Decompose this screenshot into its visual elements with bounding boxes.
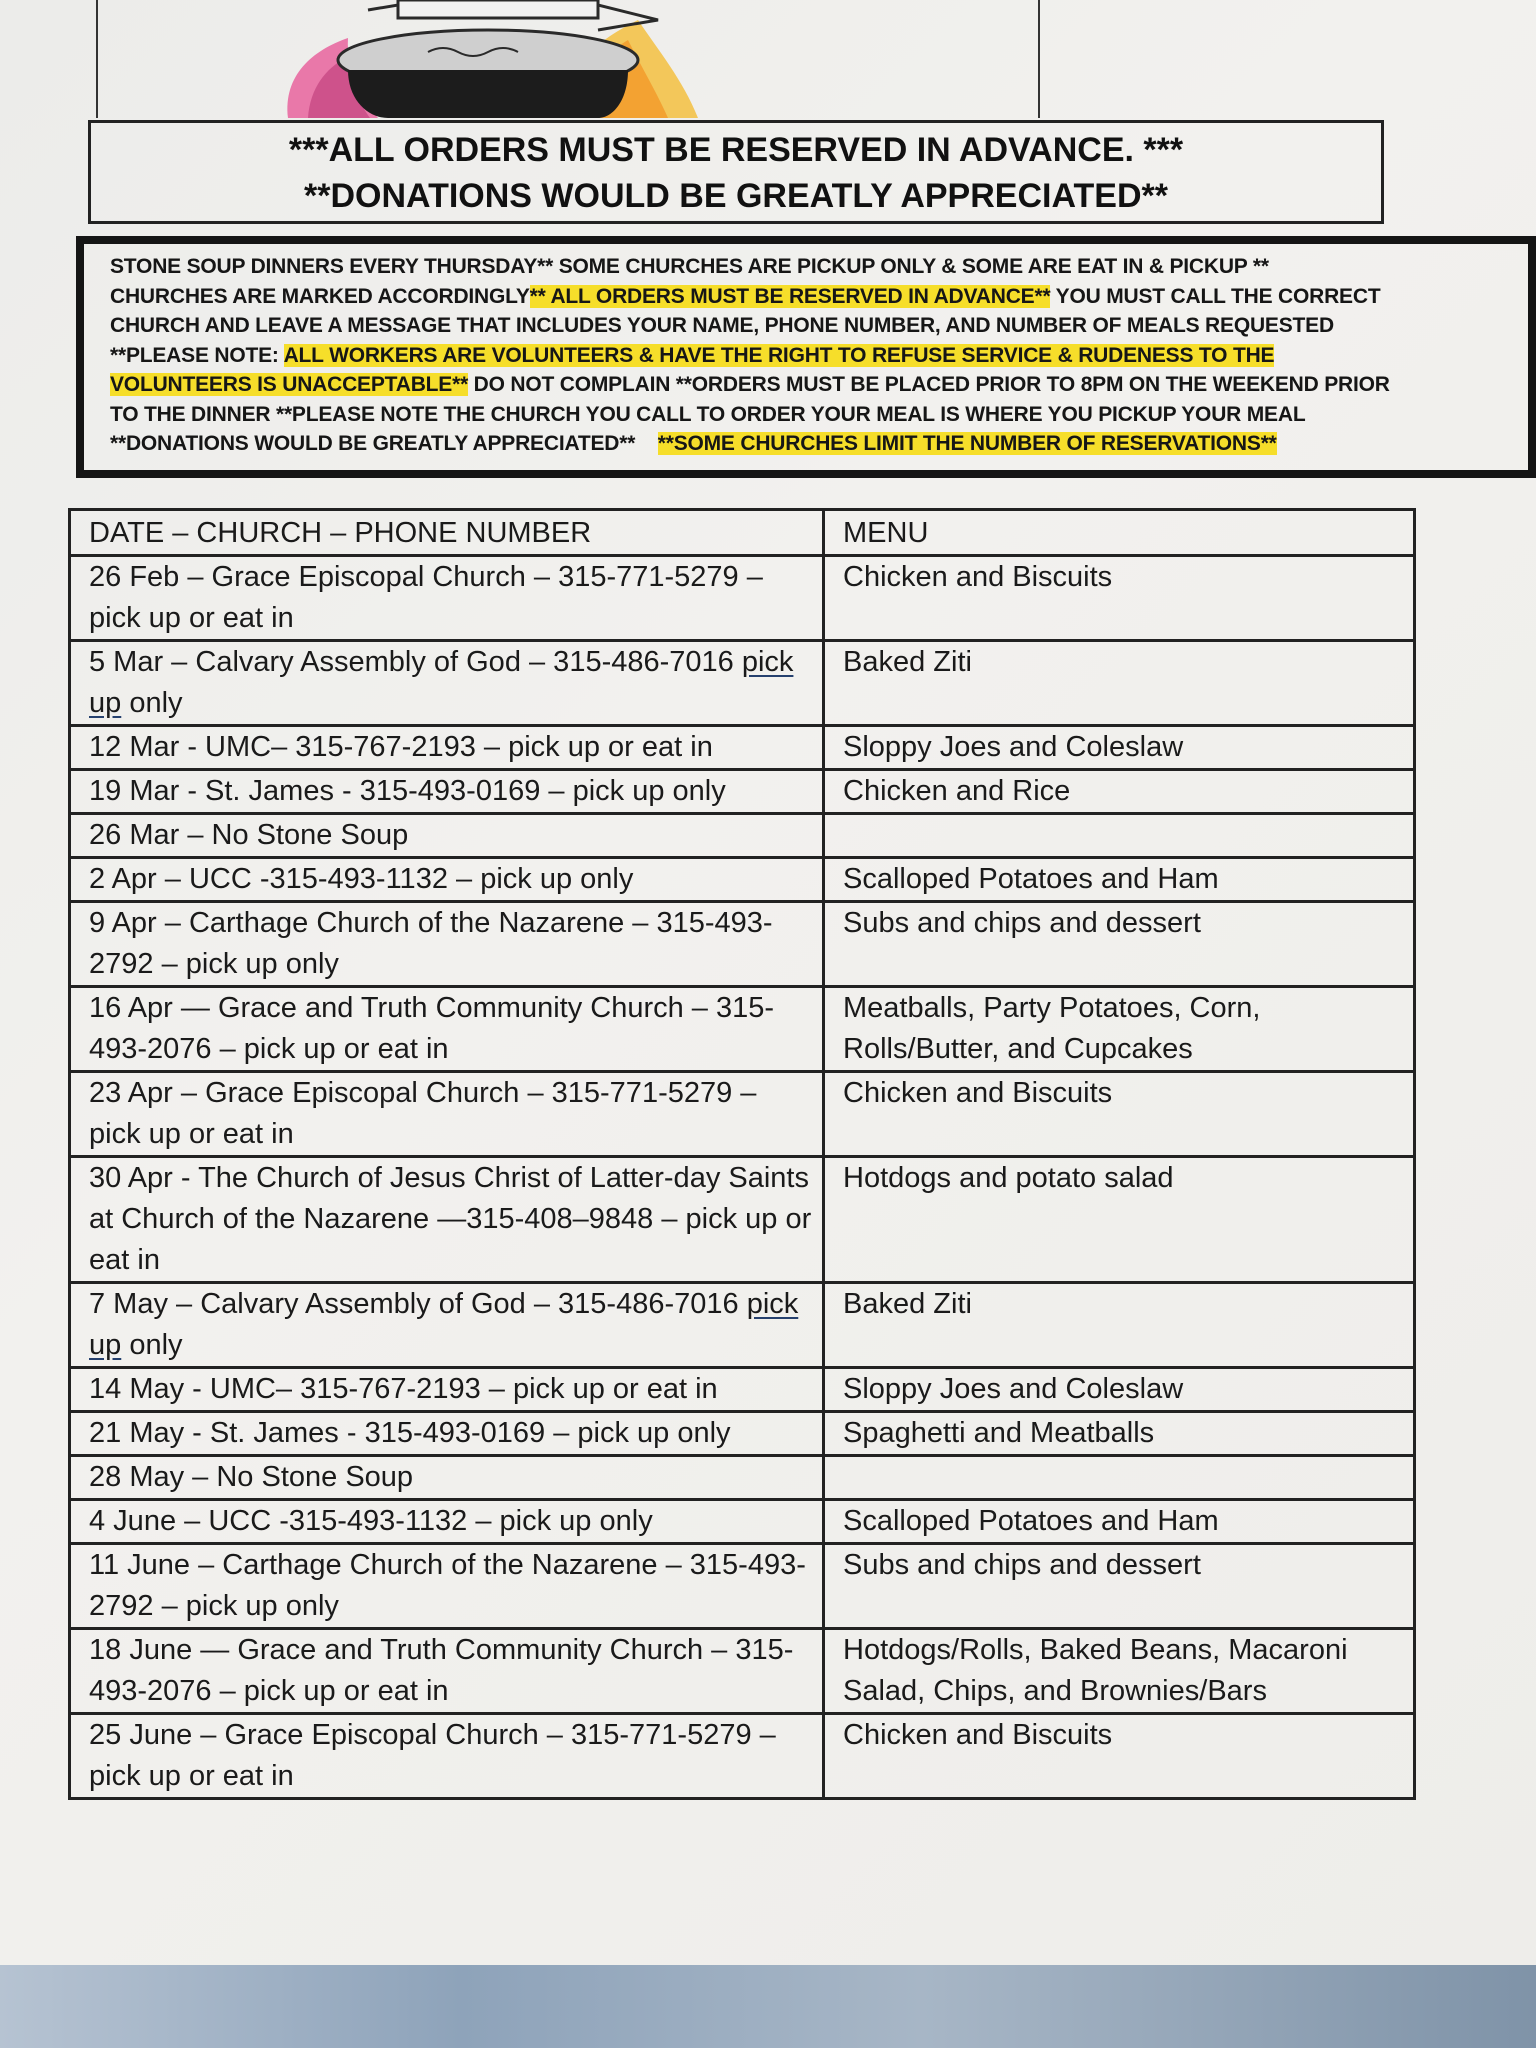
table-row [70,1157,1415,1283]
date-church-phone-cell [70,726,824,770]
table-row [70,770,1415,814]
menu-cell: Chicken and Biscuits [824,1714,1415,1799]
stone-soup-logo [96,0,1040,118]
table-row [70,1629,1415,1714]
info-text: DO NOT COMPLAIN **ORDERS MUST BE PLACED PRIOR TO 8PM ON THE WEEKEND PRIOR [468,373,1390,396]
date-church-phone-cell [70,902,824,987]
date-church-text: 26 Mar – No Stone Soup [89,819,409,851]
table-row [70,987,1415,1072]
info-text: CHURCHES ARE MARKED ACCORDINGLY [110,284,530,308]
date-church-text: 5 Mar – Calvary Assembly of God – 315-486-7016 [89,646,742,678]
highlight-advance: ** ALL ORDERS MUST BE RESERVED IN ADVANCE** [529,284,1051,308]
highlight-volunteers: ALL WORKERS ARE VOLUNTEERS & HAVE THE RIGHT TO REFUSE SERVICE & RUDENESS TO THE [283,343,1275,367]
menu-cell: Subs and chips and dessert [824,902,1415,987]
table-row [70,726,1415,770]
menu-cell: Hotdogs/Rolls, Baked Beans, Macaroni Salad, Chips, and Brownies/Bars [824,1629,1415,1714]
date-church-text: 14 May - UMC– 315-767-2193 – pick up or eat in [89,1373,718,1405]
menu-cell: Meatballs, Party Potatoes, Corn, Rolls/Butter, and Cupcakes [824,987,1415,1072]
menu-cell: Sloppy Joes and Coleslaw [824,726,1415,770]
date-church-text: 23 Apr – Grace Episcopal Church – 315-771-5279 – pick up or eat in [89,1077,757,1150]
table-row [70,1456,1415,1500]
menu-cell: Chicken and Biscuits [824,1072,1415,1157]
column-header-menu: MENU [824,510,1415,556]
date-church-phone-cell [70,1714,824,1799]
date-church-text: 11 June – Carthage Church of the Nazarene – 315-493-2792 – pick up only [89,1549,806,1622]
date-church-phone-cell [70,1544,824,1629]
table-row [70,902,1415,987]
date-church-text: 30 Apr - The Church of Jesus Christ of Latter-day Saints at Church of the Nazarene —315-408–9848 – pick up or eat in [89,1162,812,1276]
menu-cell: Chicken and Rice [824,770,1415,814]
table-row [70,858,1415,902]
date-church-text: 2 Apr – UCC -315-493-1132 – pick up only [89,863,634,895]
date-church-text: 9 Apr – Carthage Church of the Nazarene – 315-493-2792 – pick up only [89,907,773,980]
pick-up-link[interactable]: pick up [89,1288,799,1361]
table-row [70,1544,1415,1629]
date-church-text: 26 Feb – Grace Episcopal Church – 315-771-5279 – pick up or eat in [89,561,763,634]
info-line [110,429,1514,459]
menu-cell: Spaghetti and Meatballs [824,1412,1415,1456]
schedule-body [70,556,1415,1799]
date-church-phone-cell [70,1412,824,1456]
reservation-notice [88,120,1384,224]
pick-up-link[interactable]: pick up [89,646,794,719]
menu-cell: Subs and chips and dessert [824,1544,1415,1629]
menu-cell: Baked Ziti [824,641,1415,726]
date-church-phone-cell [70,556,824,641]
column-header-date: DATE – CHURCH – PHONE NUMBER [70,510,824,556]
info-line [110,341,1514,371]
menu-cell: Sloppy Joes and Coleslaw [824,1368,1415,1412]
notice-line-reserve: ***ALL ORDERS MUST BE RESERVED IN ADVANCE. *** [288,131,1184,169]
date-church-phone-cell [70,1072,824,1157]
menu-cell: Baked Ziti [824,1283,1415,1368]
table-row [70,1412,1415,1456]
date-church-phone-cell [70,814,824,858]
info-line [110,282,1514,312]
menu-cell [824,1456,1415,1500]
date-church-tail-text: only [121,1329,183,1361]
info-text: **DONATIONS WOULD BE GREATLY APPRECIATED** [110,432,636,455]
soup-pot-logo-icon [98,0,1038,118]
date-church-text: 16 Apr — Grace and Truth Community Church – 315-493-2076 – pick up or eat in [89,992,775,1065]
table-row [70,1368,1415,1412]
info-text: YOU MUST CALL THE CORRECT [1050,284,1381,308]
date-church-text: 21 May - St. James - 315-493-0169 – pick up only [89,1417,731,1449]
table-row [70,556,1415,641]
info-line: STONE SOUP DINNERS EVERY THURSDAY** SOME CHURCHES ARE PICKUP ONLY & SOME ARE EAT IN & PICKUP ** [110,255,1269,278]
info-line: CHURCH AND LEAVE A MESSAGE THAT INCLUDES YOUR NAME, PHONE NUMBER, AND NUMBER OF MEALS REQUESTED [110,314,1334,337]
date-church-tail-text: only [121,687,183,719]
table-row [70,641,1415,726]
date-church-text: 18 June — Grace and Truth Community Church – 315-493-2076 – pick up or eat in [89,1634,794,1707]
highlight-unacceptable: VOLUNTEERS IS UNACCEPTABLE** [110,373,469,396]
info-box [76,236,1536,478]
table-header-row [70,510,1415,556]
menu-cell: Chicken and Biscuits [824,556,1415,641]
date-church-phone-cell [70,1368,824,1412]
menu-cell: Scalloped Potatoes and Ham [824,858,1415,902]
background-fabric [0,1965,1536,2048]
date-church-phone-cell [70,1157,824,1283]
date-church-phone-cell [70,987,824,1072]
date-church-phone-cell [70,1283,824,1368]
highlight-limit: **SOME CHURCHES LIMIT THE NUMBER OF RESERVATIONS** [657,432,1277,455]
table-row [70,814,1415,858]
date-church-phone-cell [70,770,824,814]
date-church-text: 28 May – No Stone Soup [89,1461,414,1493]
info-text: **PLEASE NOTE: [110,343,284,367]
table-row [70,1283,1415,1368]
notice-line-donations: **DONATIONS WOULD BE GREATLY APPRECIATED** [304,177,1168,215]
date-church-phone-cell [70,1629,824,1714]
table-row [70,1500,1415,1544]
menu-cell [824,814,1415,858]
info-line [110,370,1514,400]
table-row [70,1072,1415,1157]
info-line: TO THE DINNER **PLEASE NOTE THE CHURCH YOU CALL TO ORDER YOUR MEAL IS WHERE YOU PICKUP YOUR MEAL [110,402,1306,426]
menu-cell: Hotdogs and potato salad [824,1157,1415,1283]
date-church-text: 7 May – Calvary Assembly of God – 315-486-7016 [89,1288,747,1320]
date-church-phone-cell [70,858,824,902]
table-row [70,1714,1415,1799]
menu-cell: Scalloped Potatoes and Ham [824,1500,1415,1544]
date-church-phone-cell [70,1456,824,1500]
date-church-phone-cell [70,1500,824,1544]
date-church-text: 25 June – Grace Episcopal Church – 315-771-5279 – pick up or eat in [89,1719,776,1792]
date-church-text: 12 Mar - UMC– 315-767-2193 – pick up or eat in [89,731,713,763]
date-church-phone-cell [70,641,824,726]
date-church-text: 4 June – UCC -315-493-1132 – pick up only [89,1505,653,1537]
schedule-table [68,508,1416,1800]
date-church-text: 19 Mar - St. James - 315-493-0169 – pick up only [89,775,726,807]
